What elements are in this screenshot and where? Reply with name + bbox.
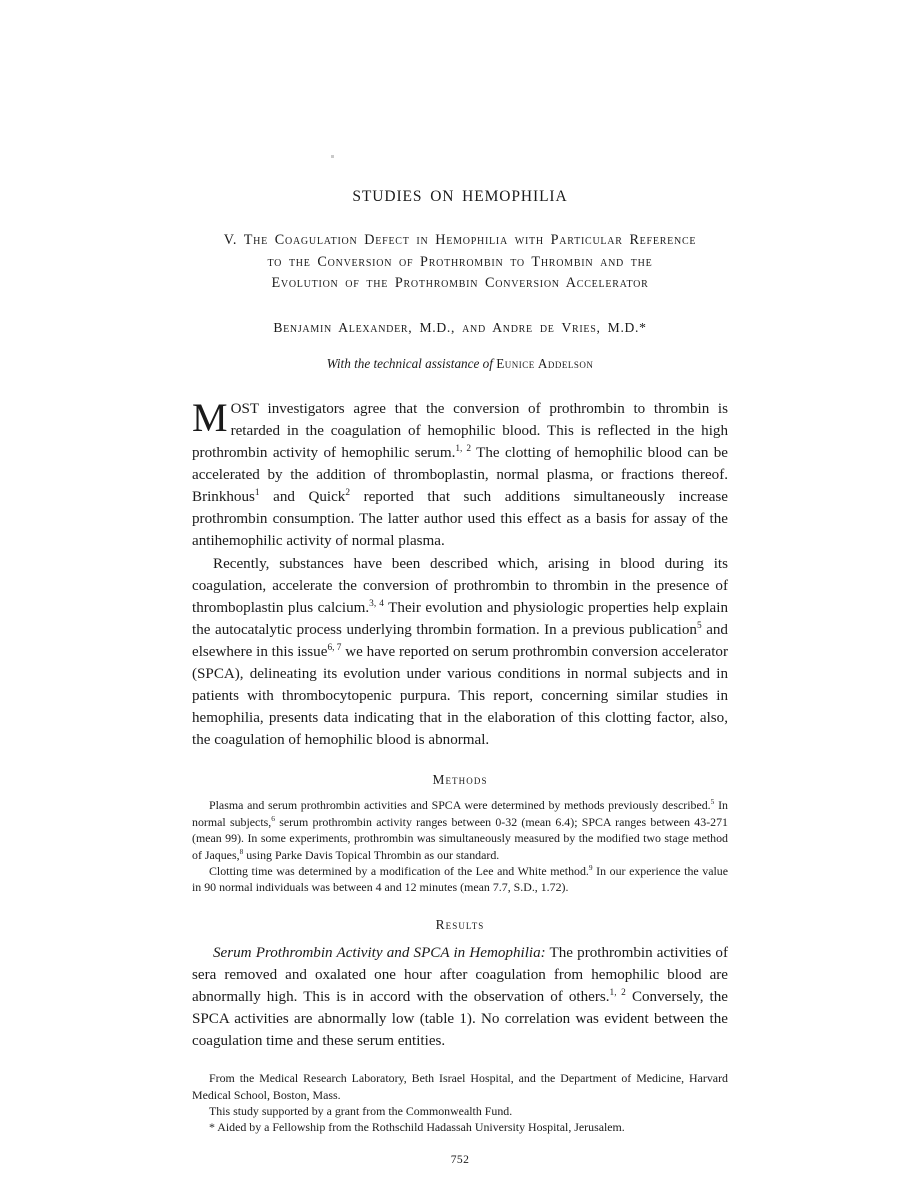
methods-paragraph-1 xyxy=(192,797,728,862)
p1-ref-3: 2 xyxy=(345,488,351,499)
introduction-section xyxy=(192,394,728,752)
methods-paragraph-2 xyxy=(192,863,728,896)
m2-ref-1: 9 xyxy=(588,862,593,872)
assistance-name: Eunice Addelson xyxy=(496,355,594,371)
article-content xyxy=(192,128,728,1166)
r1-text-a: The prothrombin activities of sera removed and oxalated one hour after coagulation from hemophilic blood are abnormally high. This is in accord with the observation of others. xyxy=(192,944,728,1005)
p2-ref-1: 3, 4 xyxy=(369,598,384,609)
p1-text-c: and Quick xyxy=(259,489,346,506)
p2-text-b: Their evolution and physiologic properties help explain the autocatalytic process underlying thrombin formation. In a previous publication xyxy=(192,599,728,638)
p1-text-a: investigators agree that the conversion of prothrombin to thrombin is retarded in the coagulation of hemophilic blood. This is reflected in the high prothrombin activity of hemophilic serum. xyxy=(192,400,728,461)
technical-assistance-note xyxy=(192,356,728,372)
m1-text-b: In normal subjects, xyxy=(192,798,728,829)
p2-text-c: and elsewhere in this issue xyxy=(192,621,728,660)
results-runin-heading: Serum Prothrombin Activity and SPCA in Hemophilia: xyxy=(213,944,546,961)
m1-text-a: Plasma and serum prothrombin activities and SPCA were determined by methods previously described. xyxy=(209,798,711,813)
m1-text-c: serum prothrombin activity ranges between 0-32 (mean 6.4); SPCA ranges between 43-271 (mean 99). In some experiments, prothrombin was simultaneously measured by the modified two stage method of Jaques, xyxy=(192,814,728,862)
m2-text-a: Clotting time was determined by a modification of the Lee and White method. xyxy=(209,863,589,878)
page-number: 752 xyxy=(450,1152,470,1166)
drop-cap: M xyxy=(192,394,228,440)
footnote-affiliation: From the Medical Research Laboratory, Beth Israel Hospital, and the Department of Medicine, Harvard Medical School, Boston, Mass. xyxy=(192,1071,728,1102)
p1-ref-2: 1 xyxy=(254,488,260,499)
p1-text-d: reported that such additions simultaneously increase prothrombin consumption. The latter author used this effect as a basis for assay of the antihemophilic activity of normal plasma. xyxy=(192,489,728,550)
assistance-prefix: With the technical assistance of xyxy=(326,355,497,371)
footnote-funding: This study supported by a grant from the Commonwealth Fund. xyxy=(209,1103,513,1118)
results-paragraph-1 xyxy=(192,942,728,1053)
r1-text-b: Conversely, the SPCA activities are abnormally low (table 1). No correlation was evident between the coagulation time and these serum entities. xyxy=(192,988,728,1050)
m2-text-b: In our experience the value in 90 normal individuals was between 4 and 12 minutes (mean 7.7, S.D., 1.72). xyxy=(192,863,728,895)
p1-lead: OST xyxy=(230,400,259,417)
p1-ref-1: 1, 2 xyxy=(455,443,472,454)
intro-paragraph-2 xyxy=(192,553,728,752)
author-byline: Benjamin Alexander, M.D., and Andre de Vries, M.D.* xyxy=(273,319,647,335)
subtitle-line-1: V. The Coagulation Defect in Hemophilia with Particular Reference xyxy=(223,232,697,248)
m1-ref-3: 8 xyxy=(239,846,244,856)
methods-heading: Methods xyxy=(432,772,488,788)
subtitle-line-3: Evolution of the Prothrombin Conversion Accelerator xyxy=(271,275,649,292)
m1-ref-2: 6 xyxy=(271,813,275,823)
article-subtitle xyxy=(192,230,728,295)
m1-ref-1: 5 xyxy=(710,797,715,807)
m1-text-d: using Parke Davis Topical Thrombin as our standard. xyxy=(243,847,500,862)
r1-ref-1: 1, 2 xyxy=(609,987,626,998)
subtitle-line-2: to the Conversion of Prothrombin to Thrombin and the xyxy=(267,253,653,270)
p2-text-a: Recently, substances have been described which, arising in blood during its coagulation, accelerate the conversion of prothrombin to thrombin in the presence of thromboplastin plus calcium. xyxy=(192,555,728,616)
p2-ref-2: 5 xyxy=(696,620,702,631)
p2-text-d: we have reported on serum prothrombin conversion accelerator (SPCA), delineating its evolution under various conditions in normal subjects and in patients with thrombocytopenic purpura. This report, concerning similar studies in hemophilia, presents data indicating that in the elaboration of this clotting factor, also, the coagulation of hemophilic blood is abnormal. xyxy=(192,643,728,749)
footnotes-block xyxy=(192,1070,728,1135)
p1-text-b: The clotting of hemophilic blood can be accelerated by the addition of thromboplastin, normal plasma, or fractions thereof. Brinkhous xyxy=(192,444,728,506)
results-heading: Results xyxy=(435,916,485,932)
results-section xyxy=(192,917,728,1053)
methods-section xyxy=(192,772,728,895)
footnote-fellowship: * Aided by a Fellowship from the Rothschild Hadassah University Hospital, Jerusalem. xyxy=(209,1120,625,1135)
p2-ref-3: 6, 7 xyxy=(327,642,342,653)
intro-paragraph-1 xyxy=(192,394,728,553)
page-title: STUDIES ON HEMOPHILIA xyxy=(352,188,568,205)
